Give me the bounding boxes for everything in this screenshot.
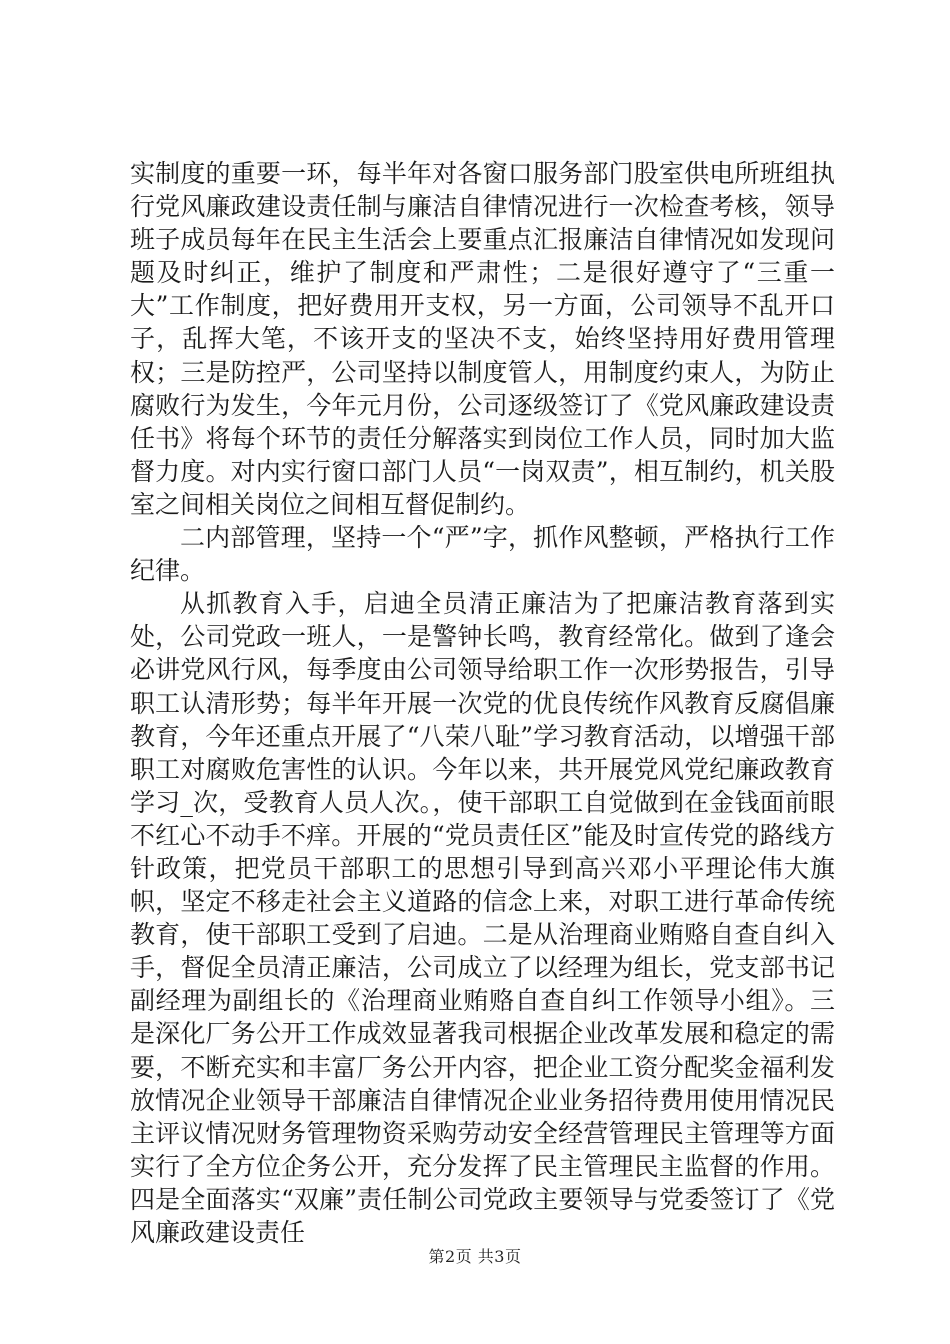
paragraph-2: 二内部管理，坚持一个“严”字，抓作风整顿，严格执行工作纪律。 bbox=[130, 523, 835, 586]
paragraph-3: 从抓教育入手，启迪全员清正廉洁为了把廉洁教育落到实处，公司党政一班人，一是警钟长鸣，教育经常化。做到了逢会必讲党风行风，每季度由公司领导给职工作一次形势报告，引导职工认清形势；每半年开展一次党的优良传统作风教育反腐倡廉教育，今年还重点开展了“八荣八耻”学习教育活动，以增强干部职工对腐败危害性的认识。今年以来，共开展党风党纪廉政教育学习_次，受教育人员人次。，使干部职工自觉做到在金钱面前眼不红心不动手不痒。开展的“党员责任区”能及时宣传党的路线方针政策，把党员干部职工的思想引导到高兴邓小平理论伟大旗帜，坚定不移走社会主义道路的信念上来，对职工进行革命传统教育，使干部职工受到了启迪。二是从治理商业贿赂自查自纠入手，督促全员清正廉洁，公司成立了以经理为组长，党支部书记副经理为副组长的《治理商业贿赂自查自纠工作领导小组》。三是深化厂务公开工作成效显著我司根据企业改革发展和稳定的需要，不断充实和丰富厂务公开内容，把企业工资分配奖金福利发放情况企业领导干部廉洁自律情况企业业务招待费用使用情况民主评议情况财务管理物资采购劳动安全经营管理民主管理等方面实行了全方位企务公开，充分发挥了民主管理民主监督的作用。四是全面落实“双廉”责任制公司党政主要领导与党委签订了《党风廉政建设责任 bbox=[130, 589, 835, 1247]
page-number-footer: 第2页 共3页 bbox=[428, 1247, 522, 1266]
paragraph-1: 实制度的重要一环，每半年对各窗口服务部门股室供电所班组执行党风廉政建设责任制与廉洁自律情况进行一次检查考核，领导班子成员每年在民主生活会上要重点汇报廉洁自律情况如发现问题及时纠正，维护了制度和严肃性；二是很好遵守了“三重一大”工作制度，把好费用开支权，另一方面，公司领导不乱开口子，乱挥大笔，不该开支的坚决不支，始终坚持用好费用管理权；三是防控严，公司坚持以制度管人，用制度约束人，为防止腐败行为发生，今年元月份，公司逐级签订了《党风廉政建设责任书》将每个环节的责任分解落实到岗位工作人员，同时加大监督力度。对内实行窗口部门人员“一岗双责”，相互制约，机关股室之间相关岗位之间相互督促制约。 bbox=[130, 159, 835, 519]
document-body bbox=[130, 157, 835, 1249]
